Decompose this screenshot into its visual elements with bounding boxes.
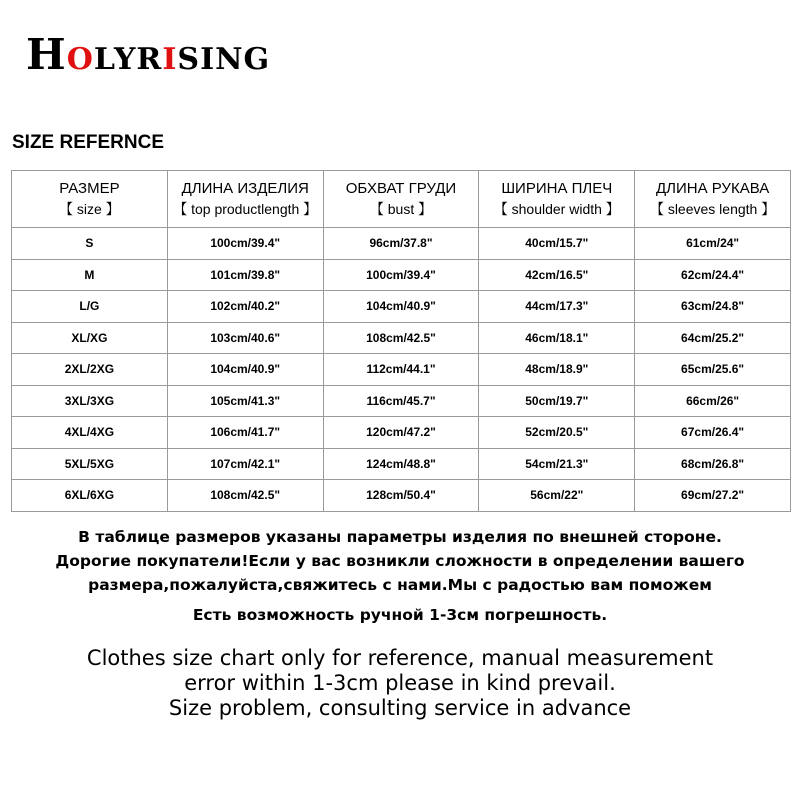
table-cell: 64cm/25.2" [635,322,791,354]
column-header-ru: ШИРИНА ПЛЕЧ [501,180,613,197]
note-line: размера,пожалуйста,свяжитесь с нами.Мы с радостью вам поможем [88,576,712,594]
note-line: error within 1-3cm please in kind prevail. [184,671,616,695]
page-title: SIZE REFERNCE [12,132,165,153]
column-header [635,171,791,228]
table-cell: 69cm/27.2" [635,480,791,512]
table-cell: 54cm/21.3" [479,448,635,480]
logo-letter: O [66,42,94,77]
table-cell: XL/XG [12,322,168,354]
logo-letter: I [162,42,178,77]
note-line: Есть возможность ручной 1-3см погрешность. [192,606,608,624]
table-cell: 50cm/19.7" [479,385,635,417]
table-cell: 44cm/17.3" [479,291,635,323]
table-cell: 103cm/40.6" [167,322,323,354]
column-header [12,171,168,228]
notes-english [0,646,800,721]
table-cell: 107cm/42.1" [167,448,323,480]
table-cell: 112cm/44.1" [323,354,479,386]
column-header-en: 【 size 】 [59,201,120,217]
table-cell: 56cm/22" [479,480,635,512]
table-cell: 128cm/50.4" [323,480,479,512]
table-cell: 4XL/4XG [12,417,168,449]
column-header-ru: РАЗМЕР [59,180,120,197]
table-cell: 65cm/25.6" [635,354,791,386]
table-cell: 100cm/39.4" [323,259,479,291]
column-header-ru: ДЛИНА РУКАВА [655,180,770,197]
note-line: Size problem, consulting service in advance [168,696,632,720]
table-cell: 46cm/18.1" [479,322,635,354]
column-header-ru: ОБХВАТ ГРУДИ [345,180,457,197]
size-table [11,170,791,512]
column-header [323,171,479,228]
table-cell: 52cm/20.5" [479,417,635,449]
table-cell: 62cm/24.4" [635,259,791,291]
table-cell: 66cm/26" [635,385,791,417]
table-cell: 2XL/2XG [12,354,168,386]
table-cell: 100cm/39.4" [167,228,323,260]
table-cell: 105cm/41.3" [167,385,323,417]
table-cell: 68cm/26.8" [635,448,791,480]
table-cell: 96cm/37.8" [323,228,479,260]
column-header-en: 【 bust 】 [369,201,433,217]
table-cell: 101cm/39.8" [167,259,323,291]
table-row [12,448,791,480]
table-cell: 108cm/42.5" [167,480,323,512]
table-row [12,259,791,291]
column-header-en: 【 top productlength 】 [173,201,318,217]
table-cell: 6XL/6XG [12,480,168,512]
table-cell: 63cm/24.8" [635,291,791,323]
table-cell: 40cm/15.7" [479,228,635,260]
brand-logo [26,30,270,79]
table-cell: 42cm/16.5" [479,259,635,291]
table-cell: 102cm/40.2" [167,291,323,323]
table-cell: 104cm/40.9" [167,354,323,386]
table-cell: 108cm/42.5" [323,322,479,354]
logo-letter: LYR [93,42,163,77]
table-row [12,291,791,323]
table-cell: S [12,228,168,260]
column-header-ru: ДЛИНА ИЗДЕЛИЯ [181,180,309,197]
table-cell: 3XL/3XG [12,385,168,417]
table-cell: 116cm/45.7" [323,385,479,417]
table-row [12,417,791,449]
table-row [12,480,791,512]
notes-russian [0,525,800,627]
column-header [479,171,635,228]
table-row [12,354,791,386]
table-cell: 61cm/24" [635,228,791,260]
note-line: Clothes size chart only for reference, manual measurement [86,646,714,670]
table-cell: M [12,259,168,291]
table-cell: L/G [12,291,168,323]
note-line: Дорогие покупатели!Если у вас возникли сложности в определении вашего [55,552,745,570]
note-line: В таблице размеров указаны параметры изделия по внешней стороне. [78,528,722,546]
column-header-en: 【 sleeves length 】 [649,201,776,217]
table-row [12,322,791,354]
logo-letter: SING [177,42,271,77]
table-cell: 120cm/47.2" [323,417,479,449]
table-row [12,385,791,417]
column-header-en: 【 shoulder width 】 [493,201,620,217]
table-cell: 106cm/41.7" [167,417,323,449]
table-cell: 48cm/18.9" [479,354,635,386]
table-cell: 5XL/5XG [12,448,168,480]
table-cell: 104cm/40.9" [323,291,479,323]
table-row [12,228,791,260]
table-cell: 67cm/26.4" [635,417,791,449]
table-cell: 124cm/48.8" [323,448,479,480]
column-header [167,171,323,228]
logo-letter: H [26,30,67,79]
table-header-row [12,171,791,228]
